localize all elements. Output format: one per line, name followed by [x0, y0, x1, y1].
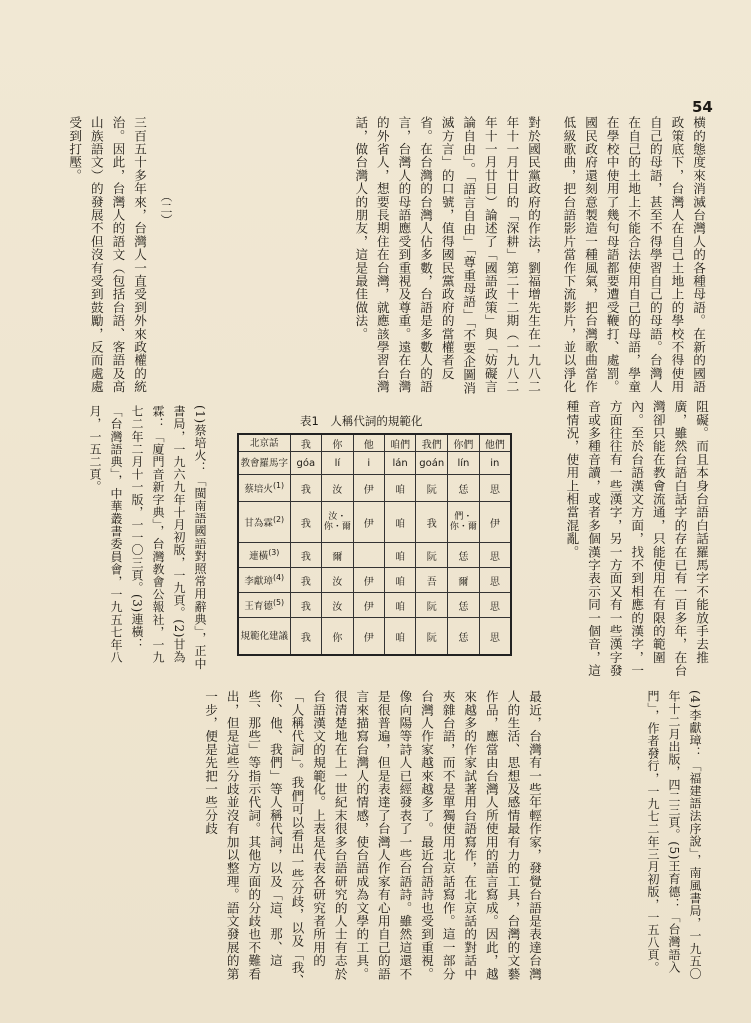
table-cell — [353, 543, 384, 568]
row-label: 規範化建議 — [238, 618, 290, 656]
row-label-text: 甘為霖 — [244, 518, 273, 530]
table-cell: 我 — [290, 543, 322, 568]
table-row — [238, 568, 511, 593]
table-cell: 恁 — [448, 475, 480, 502]
section-heading: （二） — [159, 190, 173, 226]
table-cell: 伊 — [353, 502, 384, 543]
table-cell: 我 — [290, 502, 322, 543]
bottom-text — [60, 690, 545, 990]
table-cell: lín — [448, 452, 480, 475]
row-footnote-mark: (1) — [272, 481, 285, 491]
table-cell: 汝 — [322, 475, 354, 502]
table-cell: 思 — [479, 475, 511, 502]
row-label — [238, 502, 290, 543]
table-cell: 伊 — [353, 568, 384, 593]
table-cell: 我 — [290, 475, 322, 502]
table-cell: 汝 — [322, 568, 354, 593]
table-cell: 阮 — [416, 593, 448, 618]
table-row — [238, 543, 511, 568]
top-left-paragraph: 三百五十多年來，台灣人一直受到外來政權的統治。因此，台灣人的語文（包括台語、客語及高山族語文）的發展不但沒有受到鼓勵，反而處處受到打壓。 — [67, 116, 147, 394]
row-label — [238, 543, 290, 568]
pronoun-table — [237, 433, 512, 656]
table-caption: 表1 人稱代詞的規範化 — [300, 414, 423, 428]
table-cell: góa — [290, 452, 322, 475]
table-header-cell: 北京話 — [238, 434, 290, 452]
row-label — [238, 475, 290, 502]
table-cell: 恁 — [448, 593, 480, 618]
table-cell: 伊 — [479, 502, 511, 543]
table-cell: 阮 — [416, 475, 448, 502]
row-label-text: 王育德 — [244, 601, 273, 613]
table-header-cell: 他 — [353, 434, 384, 452]
table-header-cell: 他們 — [479, 434, 511, 452]
table-header-cell: 你們 — [448, 434, 480, 452]
table-cell: 阮 — [416, 543, 448, 568]
table-cell: 思 — [479, 568, 511, 593]
table-cell: 我 — [290, 618, 322, 656]
table-cell: 思 — [479, 543, 511, 568]
table-cell: 阮 — [416, 618, 448, 656]
table-cell — [448, 502, 480, 543]
table-header-cell: 我們 — [416, 434, 448, 452]
table-cell: 我 — [290, 568, 322, 593]
table-cell: lí — [322, 452, 354, 475]
table-row — [238, 475, 511, 502]
bottom-paragraph: 最近，台灣有一些年輕作家，發覺台語是表達台灣人的生活、思想及感情最有力的工具，台灣的文藝作品，應當由台灣人所使用的語言寫成。因此，越來越多的作家試著用台語寫作，在北京話的對話中夾雜台語，而不是單獨使用北京話寫作。這一部分台灣人作家越來越多了。最近台語詩也受到重視。像向陽等詩人已經發表了一些台語詩。雖然這還不是很普遍，但是表達了台灣人作家有心用自己的語言來描寫台灣人的情感，使台語成為文學的工具。很清楚地在上一世紀末很多台語研究的人士有志於台語漢文的規範化。上表是代表各研究者所用的「人稱代詞」。我們可以看出一些分歧，以及「我、你、他、我們」等人稱代詞，以及「這、那、這些、那些」等指示代詞。其他方面的分歧也不難看出，但是這些分歧並沒有加以整理。語文發展的第一步，便是先把一些分歧 — [203, 690, 542, 988]
row-label — [238, 568, 290, 593]
table-row — [238, 618, 511, 656]
footnotes-2 — [555, 690, 705, 990]
table-cell: 思 — [479, 593, 511, 618]
footnotes-2-text: (4)李獻璋：「福建語法序說」，南風書局，一九五〇年十二月出版，四二三頁。(5)王育德：「台灣語入門」，作者發行，一九七二年三月初版，一五八頁。 — [646, 690, 702, 980]
table-cell: 伊 — [353, 475, 384, 502]
middle-right-text — [532, 400, 712, 685]
table-cell: 咱 — [384, 502, 415, 543]
table-cell: lán — [384, 452, 415, 475]
table-cell: in — [479, 452, 511, 475]
table-header-cell: 我 — [290, 434, 322, 452]
table-row — [238, 593, 511, 618]
footnotes-1 — [60, 405, 210, 675]
table-cell: 恁 — [448, 618, 480, 656]
top-left-text — [40, 116, 150, 398]
row-footnote-mark: (3) — [268, 548, 280, 558]
table-cell: 爾 — [448, 568, 480, 593]
table-cell: i — [353, 452, 384, 475]
table-cell-text: 汝・你・爾 — [323, 512, 351, 532]
table-cell: 咱 — [384, 618, 415, 656]
top-middle-text — [200, 116, 544, 398]
row-footnote-mark: (2) — [272, 515, 285, 525]
table-cell: 咱 — [384, 568, 415, 593]
top-right-paragraph: 横的態度來消滅台灣人的各種母語。在新的國語政策底下，台灣人在自己土地上的學校不得使用自己的母語，甚至不得學習自己的母語。台灣人在自己的土地上不能合法使用自己的母語，學童在學校中使用了幾句母語都要遭受鞭打、處罰。國民政府還刻意製造一種風氣，把台灣歌曲當作低級歌曲，把台語影片當作下流影片，並以淨化 — [561, 116, 706, 394]
table-header-row — [238, 434, 511, 452]
middle-right-paragraph: 阻礙。而且本身台語白話羅馬字不能放手去推廣，雖然台語白話字的存在已有一百多年，在台灣卻只能在教會流通，只能使用在有限的範圍內。至於台語漢文方面，找不到相應的漢字，一方面往往有一些漢字，另一方面又有一些漢字發音或多種音讀，或者多個漢字表示同一個音，這種情況，使用上相當混亂。 — [564, 400, 709, 678]
table-cell: 伊 — [353, 593, 384, 618]
top-right-text — [555, 116, 709, 396]
table-cell: 思 — [479, 618, 511, 656]
table-header-cell: 你 — [322, 434, 354, 452]
table-cell: 你 — [322, 618, 354, 656]
table-cell: 我 — [290, 593, 322, 618]
row-label-text: 蔡培火 — [244, 484, 273, 496]
table-cell: 汝 — [322, 593, 354, 618]
row-label: 教會羅馬字 — [238, 452, 290, 475]
table-cell: 吾 — [416, 568, 448, 593]
table-cell: 爾 — [322, 543, 354, 568]
top-middle-paragraph: 對於國民黨政府的作法，劉福增先生在一九八二年十一月廿日的「深耕」第二十二期（一九八二年十一月廿日）論述了「國語政策」與「妨礙言論自由」。「語言自由」「尊重母語」「不要企圖消滅方言」的口號，值得國民黨政府的當權者反省。在台灣的台灣人佔多數，台語是多數人的語言，台灣人的母語應受到重視及尊重。遠在台灣的外省人，想要長期住在台灣，就應該學習台灣話，做台灣人的朋友，這是最佳做法。 — [353, 116, 541, 395]
table-row — [238, 452, 511, 475]
table-cell: 咱 — [384, 543, 415, 568]
table-cell: goán — [416, 452, 448, 475]
row-footnote-mark: (4) — [272, 573, 285, 583]
row-label-text: 李獻璋 — [244, 576, 273, 588]
row-label-text: 連橫 — [249, 551, 269, 563]
table-cell — [322, 502, 354, 543]
table-header-cell: 咱們 — [384, 434, 415, 452]
table-row — [238, 502, 511, 543]
footnotes-1-text: (1)蔡培火：「閩南語國語對照常用辭典」，正中書局，一九六九年十月初版，一九頁。(2)甘為霖：「廈門音新字典」，台灣教會公報社，一九七二年二月十一版，一一〇三頁。(3)連橫：「台灣語典」，中華叢書委員會，一九五七年八月，一五二頁。 — [88, 405, 207, 670]
table-cell: 咱 — [384, 593, 415, 618]
page-number: 54 — [692, 98, 713, 116]
table-cell: 咱 — [384, 475, 415, 502]
row-label — [238, 593, 290, 618]
table-cell: 我 — [416, 502, 448, 543]
table-cell: 恁 — [448, 543, 480, 568]
table-cell-text: 們・你・爾 — [449, 512, 477, 532]
table-cell: 伊 — [353, 618, 384, 656]
row-footnote-mark: (5) — [272, 598, 285, 608]
